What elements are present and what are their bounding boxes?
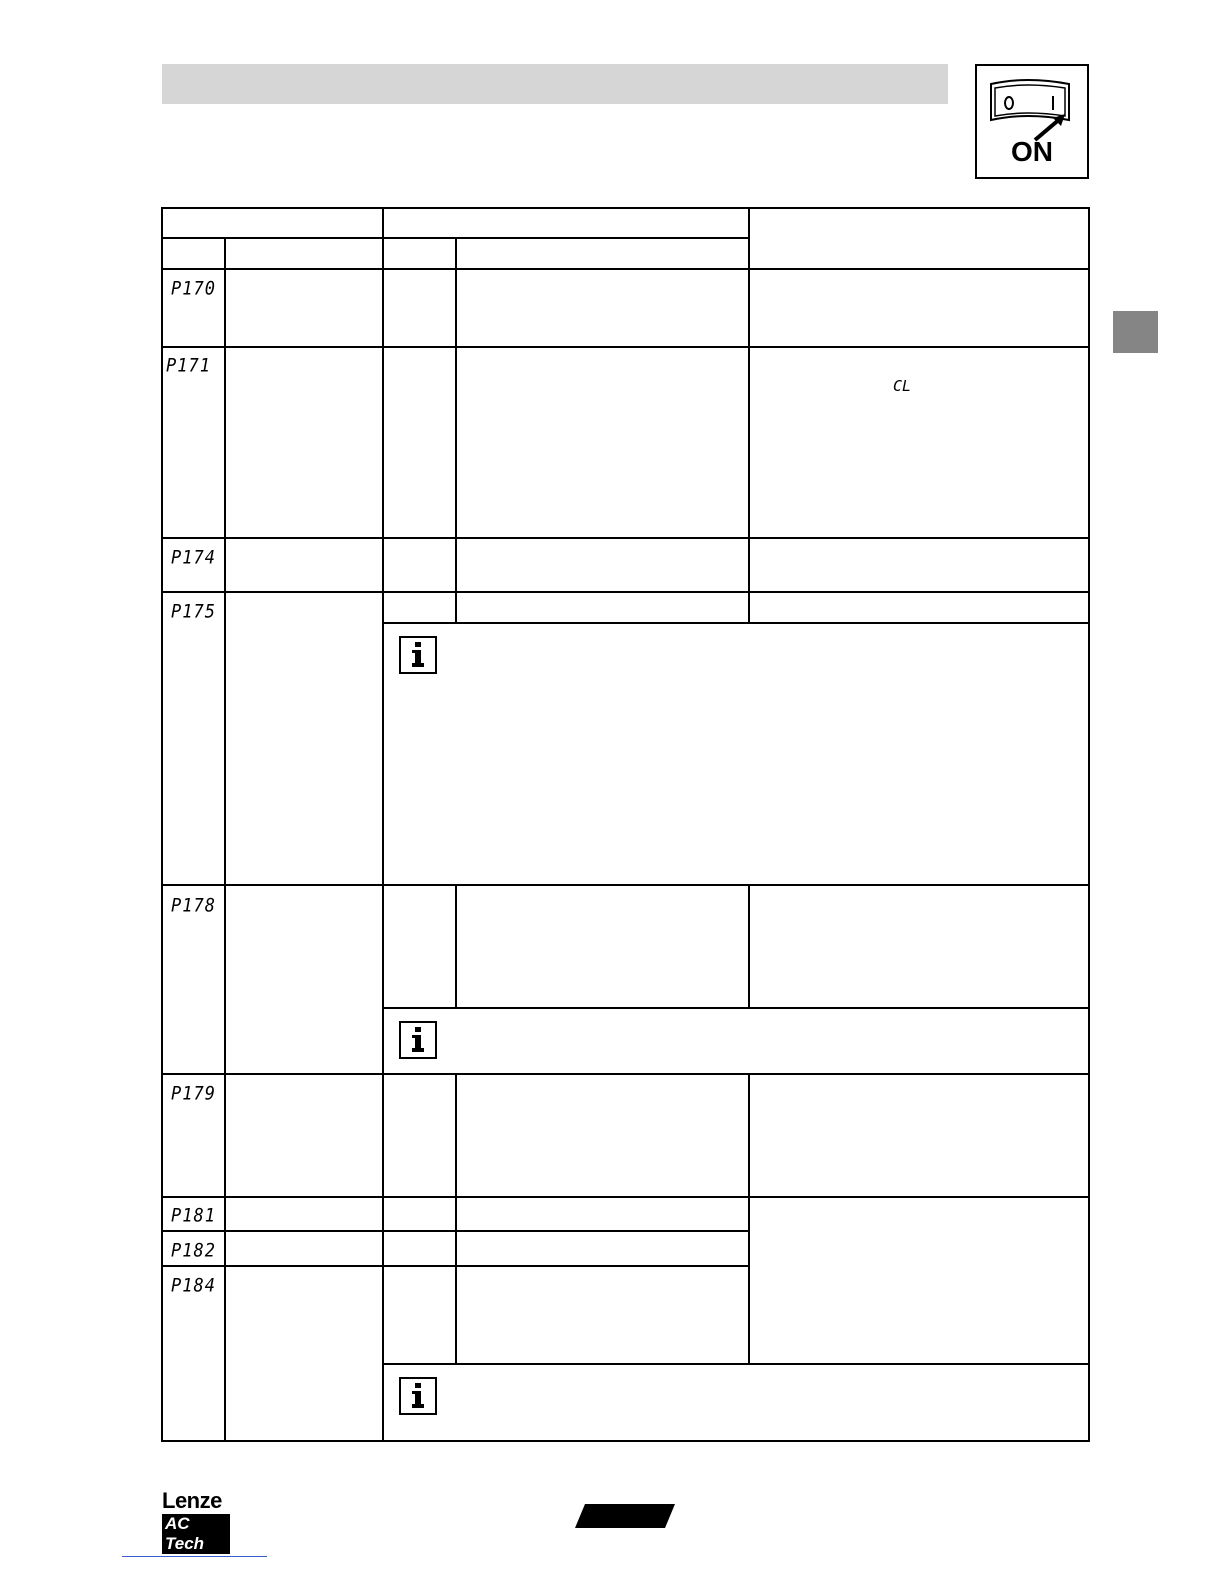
on-label: ON (1011, 136, 1053, 167)
row-border (161, 1230, 750, 1232)
info-icon (399, 636, 437, 674)
display-code: CL (893, 377, 912, 395)
row-subborder (382, 1363, 1090, 1365)
table-border-bottom (161, 1440, 1090, 1442)
row-subborder (382, 1007, 1090, 1009)
page-number-tab (575, 1504, 675, 1528)
row-divider (455, 591, 457, 624)
row-divider (455, 884, 457, 1009)
row-divider (748, 268, 750, 348)
lenze-actech-logo (162, 1490, 230, 1554)
section-header-bar (162, 64, 948, 104)
chapter-side-tab (1113, 311, 1158, 353)
col-divider-a (224, 237, 226, 270)
power-switch-on-icon (975, 64, 1089, 179)
row-divider (748, 1073, 750, 1198)
parameter-code: P171 (166, 355, 211, 377)
row-divider (748, 537, 750, 593)
row-divider (455, 537, 457, 593)
table-border-top (161, 207, 1090, 209)
parameter-code: P182 (171, 1240, 216, 1262)
parameter-code: P178 (171, 895, 216, 917)
info-icon (399, 1377, 437, 1415)
row-divider (748, 1196, 750, 1365)
logo-actech: AC Tech (162, 1514, 230, 1554)
row-border (161, 884, 1090, 886)
col-divider-d (748, 207, 750, 270)
col-divider-c (455, 237, 457, 270)
header-bottom (161, 268, 1090, 270)
row-subborder (382, 622, 1090, 624)
row-divider (748, 591, 750, 624)
row-border (161, 1196, 1090, 1198)
table-border-right (1088, 207, 1090, 1442)
row-border (161, 1265, 750, 1267)
parameter-code: P174 (171, 547, 216, 569)
col-divider-b (382, 207, 384, 1442)
table-border-left (161, 207, 163, 1442)
footer-rule (122, 1556, 267, 1557)
row-border (161, 537, 1090, 539)
row-divider (455, 268, 457, 348)
logo-lenze: Lenze (162, 1488, 222, 1513)
parameter-code: P179 (171, 1083, 216, 1105)
info-icon (399, 1021, 437, 1059)
parameter-code: P184 (171, 1275, 216, 1297)
row-border (161, 346, 1090, 348)
row-divider (455, 1196, 457, 1365)
row-border (161, 1073, 1090, 1075)
parameter-code: P170 (171, 278, 216, 300)
row-divider (748, 346, 750, 539)
row-border (161, 591, 1090, 593)
row-divider (748, 884, 750, 1009)
parameter-code: P181 (171, 1205, 216, 1227)
row-divider (455, 1073, 457, 1198)
row-divider (455, 346, 457, 539)
parameter-code: P175 (171, 601, 216, 623)
